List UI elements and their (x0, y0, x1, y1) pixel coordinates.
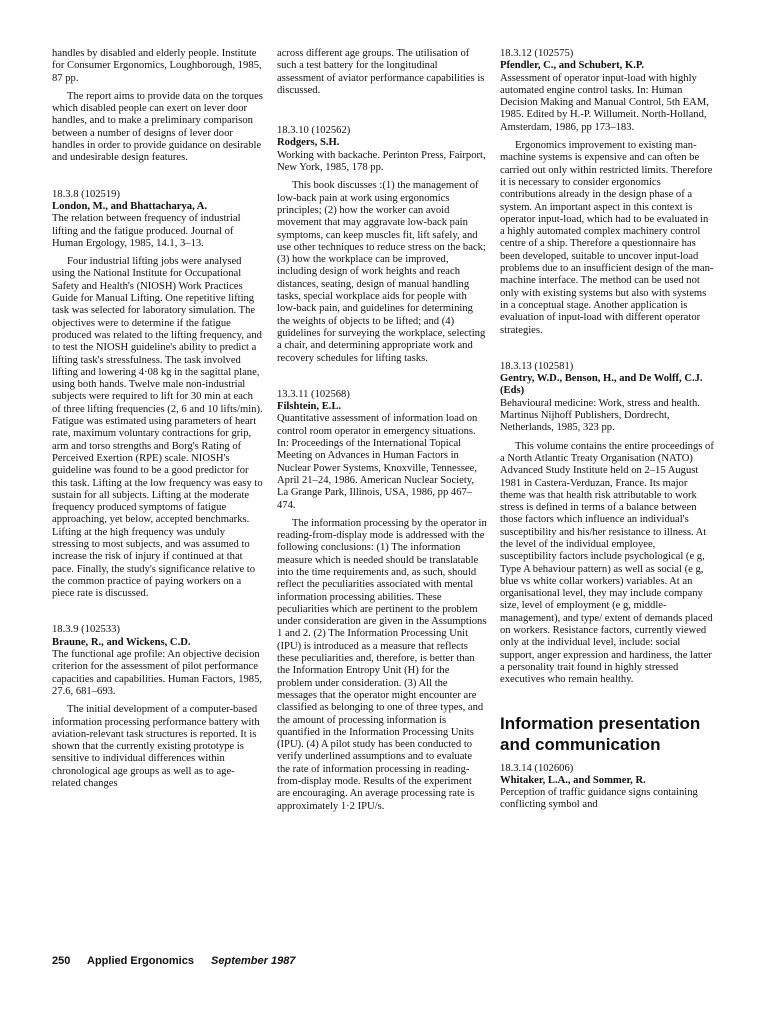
entry-id: 18.3.13 (102581) (500, 360, 574, 372)
entry-id: 18.3.14 (102606) (500, 762, 574, 774)
entry-authors: Whitaker, L.A., and Sommer, R. (500, 774, 646, 786)
column-2 (277, 48, 487, 837)
entry-reference: Perception of traffic guidance signs containing conflicting symbol and (500, 787, 698, 811)
entry-authors: London, M., and Bhattacharya, A. (52, 200, 208, 212)
entry-reference: The relation between frequency of industrial lifting and the fatigue produced. Journal of Human Ergology, 1985, 14.1, 3–13. (52, 213, 241, 249)
entry-reference: Quantitative assessment of information load on control room operator in emergency situations. In: Proceedings of the International Topical Meeting on Advances in Human Factors in Nuclear Power Systems, Knoxville, Tennessee, April 21–24, 1986. American Nuclear Society, La Grange Park, Illinois, USA, 1986, pp 467–474. (277, 413, 478, 511)
entry-18-3-14 (500, 763, 714, 812)
page-number: 250 (52, 955, 71, 967)
entry-reference: Working with backache. Perinton Press, Fairport, New York, 1985, 178 pp. (277, 149, 486, 174)
entry-id: 18.3.8 (102519) (52, 188, 120, 200)
entry-authors: Pfendler, C., and Schubert, K.P. (500, 60, 645, 72)
entry-id: 13.3.11 (102568) (277, 388, 350, 400)
entry-abstract: The initial development of a computer-based information processing performance battery with aviation-relevant task structures is reported. It is shown that the currently existing prototype is sensitive to individual differences within chronological age groups as well as to age-related changes (52, 704, 260, 790)
column-3 (500, 48, 714, 836)
entry-abstract: This volume contains the entire proceedings of a North Atlantic Treaty Organisation (NATO) Advanced Study Institute held on 2–15 August 1981 in Castera-Verduzan, France. Its major theme was that health risk attributable to work stress is defined in terms of a balance between those factors which influence an individual's susceptibility and his/her resistance to illness. At the level of the individual employee, susceptibility factors include psychological (e g, Type A behaviour pattern) as well as social (e g, blue vs white collar workers) variables. At an organisational level, they may include company size, level of employment (e g, middle-management), and type/ extent of demands placed on workers. Resistance factors, currently viewed only at the individual level, include: social support, anger expression and hardiness, the latter a personality trait found in highly stressed executives who remain healthy. (500, 440, 714, 686)
entry-id: 18.3.12 (102575) (500, 48, 574, 59)
entry-reference: Behavioural medicine: Work, stress and health. Martinus Nijhoff Publishers, Dordrecht, Netherlands, 1985, 323 pp. (500, 397, 700, 434)
continued-text: handles by disabled and elderly people. Institute for Consumer Ergonomics, Loughborough, 1985, 87 pp. (52, 48, 262, 84)
continued-text: across different age groups. The utilisation of such a test battery for the longitudinal assessment of aviator performance capabilities is discussed. (277, 48, 485, 96)
entry-authors: Rodgers, S.H. (277, 137, 340, 149)
column-1 (52, 48, 263, 814)
entry-id: 18.3.10 (102562) (277, 125, 351, 137)
entry-18-3-10 (277, 125, 487, 365)
page-footer (52, 955, 309, 967)
entry-abstract: Ergonomics improvement to existing man-machine systems is expensive and can often be carried out only within restricted limits. Therefore it is necessary to consider ergonomics contributions already in the design phase of a system. An important aspect in this context is operator input-load, which had to be evaluated in a highly automated complex machinery control centre of a ship. Therefore a questionnaire has been developed, suitable to uncover input-load problems due to an insufficient design of the man-machine interface. The method can be used not only with existing systems but also with systems in a conceptual stage. Another application is evaluation of input-load with different operator strategies. (500, 140, 714, 336)
entry-reference: Assessment of operator input-load with highly automated engine control tasks. In: Human Decision Making and Manual Control, 5th EAM, 1985. Edited by H.-P. Willumeit. North-Holland, Amsterdam, 1986, pp 173–183. (500, 72, 709, 133)
entry-18-3-13 (500, 361, 714, 687)
section-heading: Information presentation and communication (500, 713, 701, 754)
entry-abstract: Four industrial lifting jobs were analysed using the National Institute for Occupational Safety and Health's (NIOSH) Work Practices Guide for Manual Lifting. One repetitive lifting task was selected for laboratory simulation. The objectives were to determine if the fatigue produced was related to the lifting frequency, and to test the NIOSH guideline's ability to predict a lifting task's stressfulness. The task involved lifting and lowering 4·08 kg in the sagittal plane, using both hands. Twelve male non-industrial subjects were required to lift for 30 min at each of three lifting frequencies (2, 6 and 10 lifts/min). Fatigue was estimated using parameters of heart rate, maximum voluntary contractions for grip, arm and torso strengths and Borg's Rating of Perceived Exertion (RPE) scale. NIOSH's guideline was found to be a good predictor for this task. Lifting at the low frequency was easy to sustain for all subjects. Lifting at the moderate frequency produced symptoms of fatigue approaching, yet below, accepted benchmarks. Lifting at the high frequency was unduly stressing to most subjects, and was assumed to increase the risk of injury if continued at that pace. Finally, the study's significance relative to the common practice of paying workers on a piece rate is discussed. (52, 256, 263, 600)
entry-abstract: This book discusses :(1) the management of low-back pain at work using ergonomics principles; (2) how the worker can avoid movement that may aggravate low-back pain symptoms, can keep muscles fit, lift safely, and use other techniques to reduce stress on the back; (3) how the workplace can be improved, including design of work heights and reach distances, seating, design of manual handling tasks, special workplace aids for people with low-back pain, and guidelines for determining the weights of objects to be lifted; and (4) guidelines for surveying the workplace, selecting a chair, and determining appropriate work and recovery schedules for lifting tasks. (277, 180, 486, 364)
entry-authors: Filshtein, E.L. (277, 401, 342, 413)
continued-abstract: The report aims to provide data on the torques which disabled people can exert on lever door handles, and to make a preliminary comparison between a number of designs of lever door handles in order to provide guidance on desirable and undesirable design features. (52, 90, 263, 164)
entry-18-3-12 (500, 48, 714, 337)
journal-name: Applied Ergonomics (87, 955, 194, 967)
entry-abstract: The information processing by the operator in reading-from-display mode is addressed with the following conclusions: (1) The information measure which is needed should be translatable into the time requirements and, as such, should reflect the peculiarities associated with mental information processing abilities. These peculiarities which are pertinent to the problem under consideration are given in the Assumptions 1 and 2. (2) The Information Processing Unit (IPU) is introduced as a measure that reflects these peculiarities and, therefore, is better than the Information Entropy Unit (H) for the problem under consideration. (3) All the messages that the operator might encounter are classified as belonging to one of three types, and the amount of processing information is quantified in the Information Processing Units (IPU). (4) A pilot study has been conducted to verify underlined assumptions and to evaluate the rate of information processing in reading-from-display mode. Results of the experiment are encouraging. An average processing rate is approximately 1·2 IPU/s. (277, 517, 487, 812)
entry-authors: Braune, R., and Wickens, C.D. (52, 636, 191, 648)
entry-authors: Gentry, W.D., Benson, H., and De Wolff, C.J. (Eds) (500, 373, 703, 397)
entry-13-3-11 (277, 389, 487, 813)
entry-18-3-8 (52, 189, 263, 601)
issue-date: September 1987 (211, 955, 296, 967)
entry-18-3-9 (52, 624, 263, 790)
entry-reference: The functional age profile: An objective decision criterion for the assessment of pilot performance capacities and capabilities. Human Factors, 1985, 27.6, 681–693. (52, 649, 263, 697)
entry-id: 18.3.9 (102533) (52, 624, 120, 636)
